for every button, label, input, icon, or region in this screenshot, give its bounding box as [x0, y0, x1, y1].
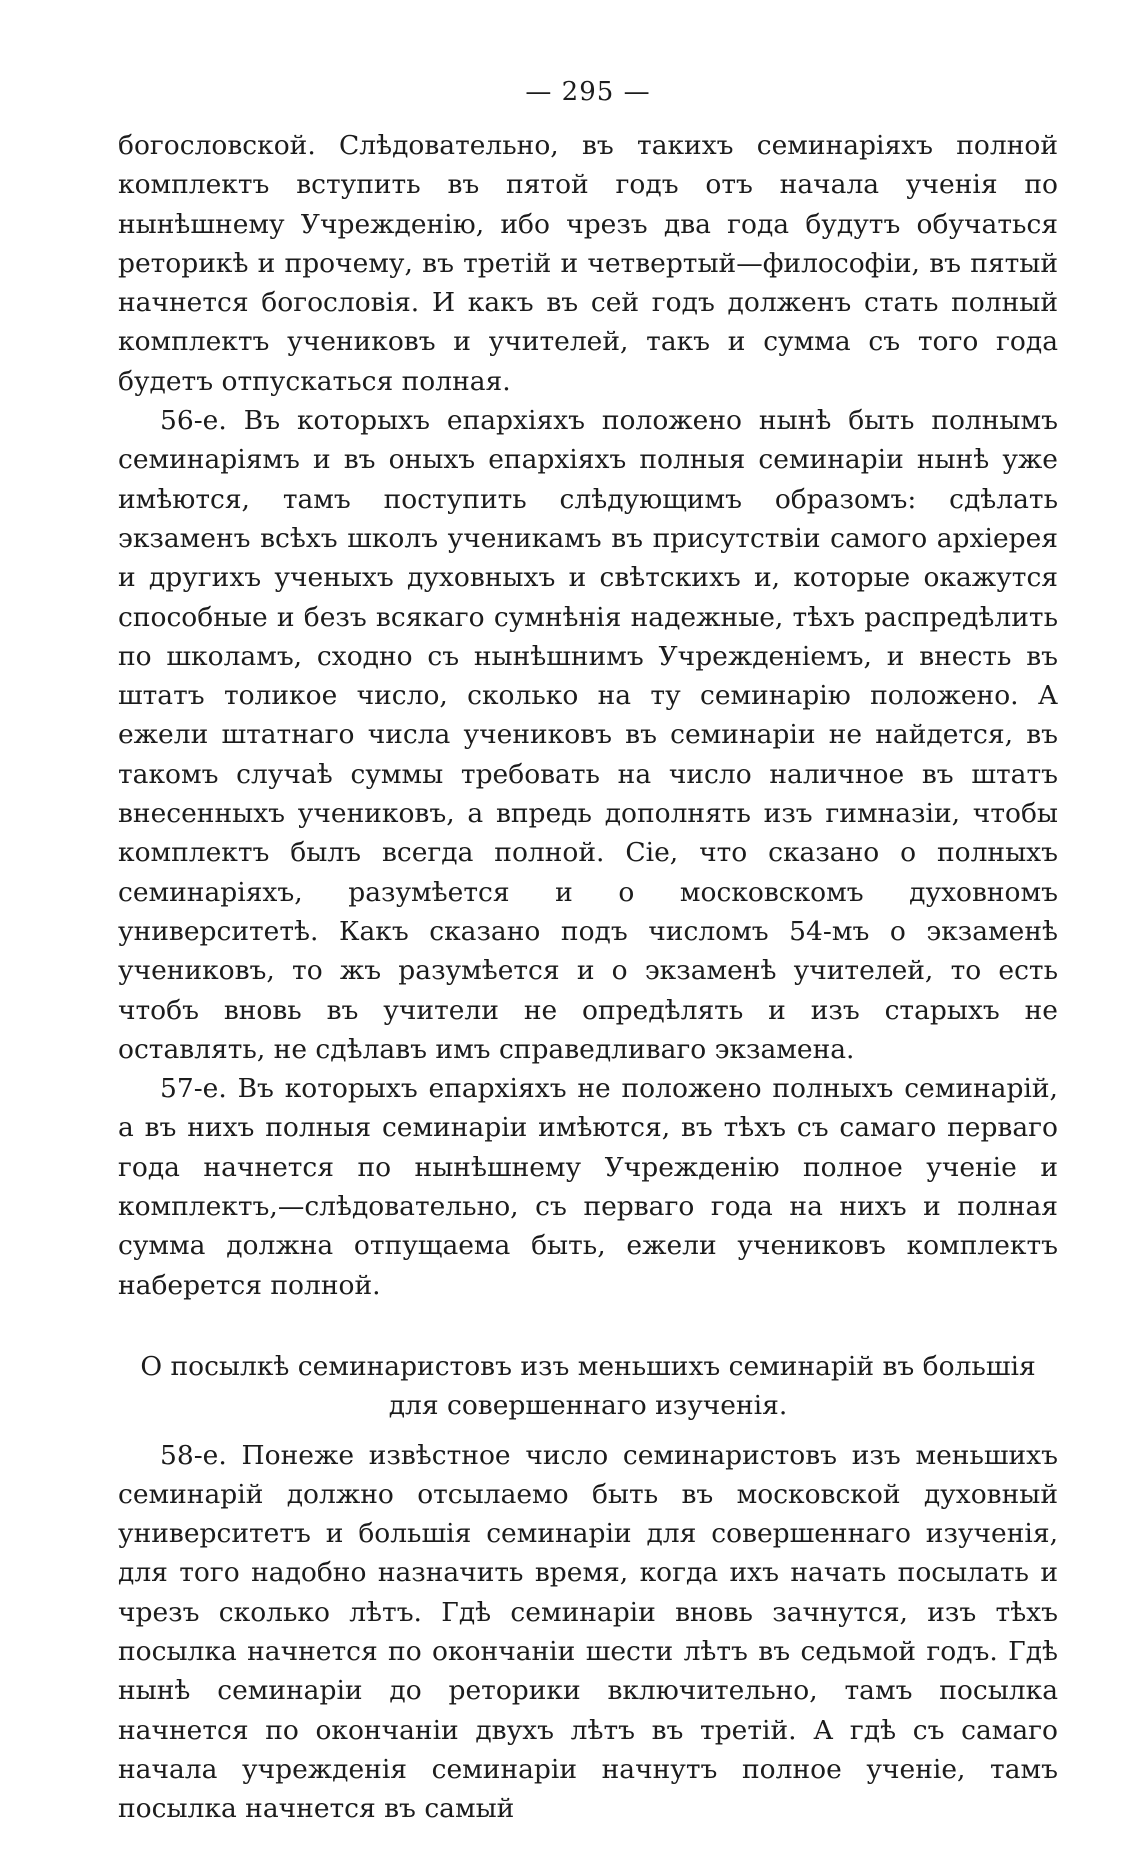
page-number: — 295 — [525, 77, 651, 107]
paragraph-57: 57-е. Въ которыхъ епархіяхъ не положено полныхъ семинарій, а въ нихъ полныя семинаріи имѣются, въ тѣхъ съ самаго перваго года начнется по нынѣшнему Учрежденію полное ученіе и комплектъ,—слѣдовательно, съ перваго года на нихъ и полная сумма должна отпущаема быть, ежели учениковъ комплектъ наберется полной. [118, 1073, 1058, 1301]
book-page [118, 72, 1058, 1828]
paragraph-58: 58-е. Понеже извѣстное число семинаристовъ изъ меньшихъ семинарій должно отсылаемо быть въ московской духовный университетъ и большія семинаріи для совершеннаго изученія, для того надобно назначить время, когда ихъ начать посылать и чрезъ сколько лѣтъ. Гдѣ семинаріи вновь зачнутся, изъ тѣхъ посылка начнется по окончаніи шести лѣтъ въ седьмой годъ. Гдѣ нынѣ семинаріи до реторики включительно, тамъ посылка начнется по окончаніи двухъ лѣтъ въ третій. А гдѣ съ самаго начала учрежденія семинаріи начнутъ полное ученіе, тамъ посылка начнется въ самый [118, 1439, 1058, 1825]
paragraph-56: 56-е. Въ которыхъ епархіяхъ положено нынѣ быть полнымъ семинаріямъ и въ оныхъ епархіяхъ полныя семинаріи нынѣ уже имѣются, тамъ поступить слѣдующимъ образомъ: сдѣлать экзаменъ всѣхъ школъ ученикамъ въ присутствіи самого архіерея и другихъ ученыхъ духовныхъ и свѣтскихъ и, которые окажутся способные и безъ всякаго сумнѣнія надежные, тѣхъ распредѣлить по школамъ, сходно съ нынѣшнимъ Учрежденіемъ, и внесть въ штатъ толикое число, сколько на ту семинарію положено. А ежели штатнаго числа учениковъ въ семинаріи не найдется, въ такомъ случаѣ суммы требовать на число наличное въ штатъ внесенныхъ учениковъ, а впредь дополнять изъ гимназіи, чтобы комплектъ былъ всегда полной. Сіе, что сказано о полныхъ семинаріяхъ, разумѣется и о московскомъ духовномъ университетѣ. Какъ сказано подъ числомъ 54-мъ о экзаменѣ учениковъ, то жъ разумѣется и о экзаменѣ учителей, то есть чтобъ вновь въ учители не опредѣлять и изъ старыхъ не оставлять, не сдѣлавъ имъ справедливаго экзамена. [118, 405, 1058, 1065]
section-heading: О посылкѣ семинаристовъ изъ меньшихъ семинарій въ большія для совершеннаго изученія. [140, 1350, 1036, 1422]
body-text [118, 126, 1058, 1828]
paragraph-continued: богословской. Слѣдовательно, въ такихъ семинаріяхъ полной комплектъ вступить въ пятой годъ отъ начала ученія по нынѣшнему Учрежденію, ибо чрезъ два года будутъ обучаться реторикѣ и прочему, въ третій и четвертый—философіи, въ пятый начнется богословія. И какъ въ сей годъ долженъ стать полный комплектъ учениковъ и учителей, такъ и сумма съ того года будетъ отпускаться полная. [118, 130, 1058, 397]
